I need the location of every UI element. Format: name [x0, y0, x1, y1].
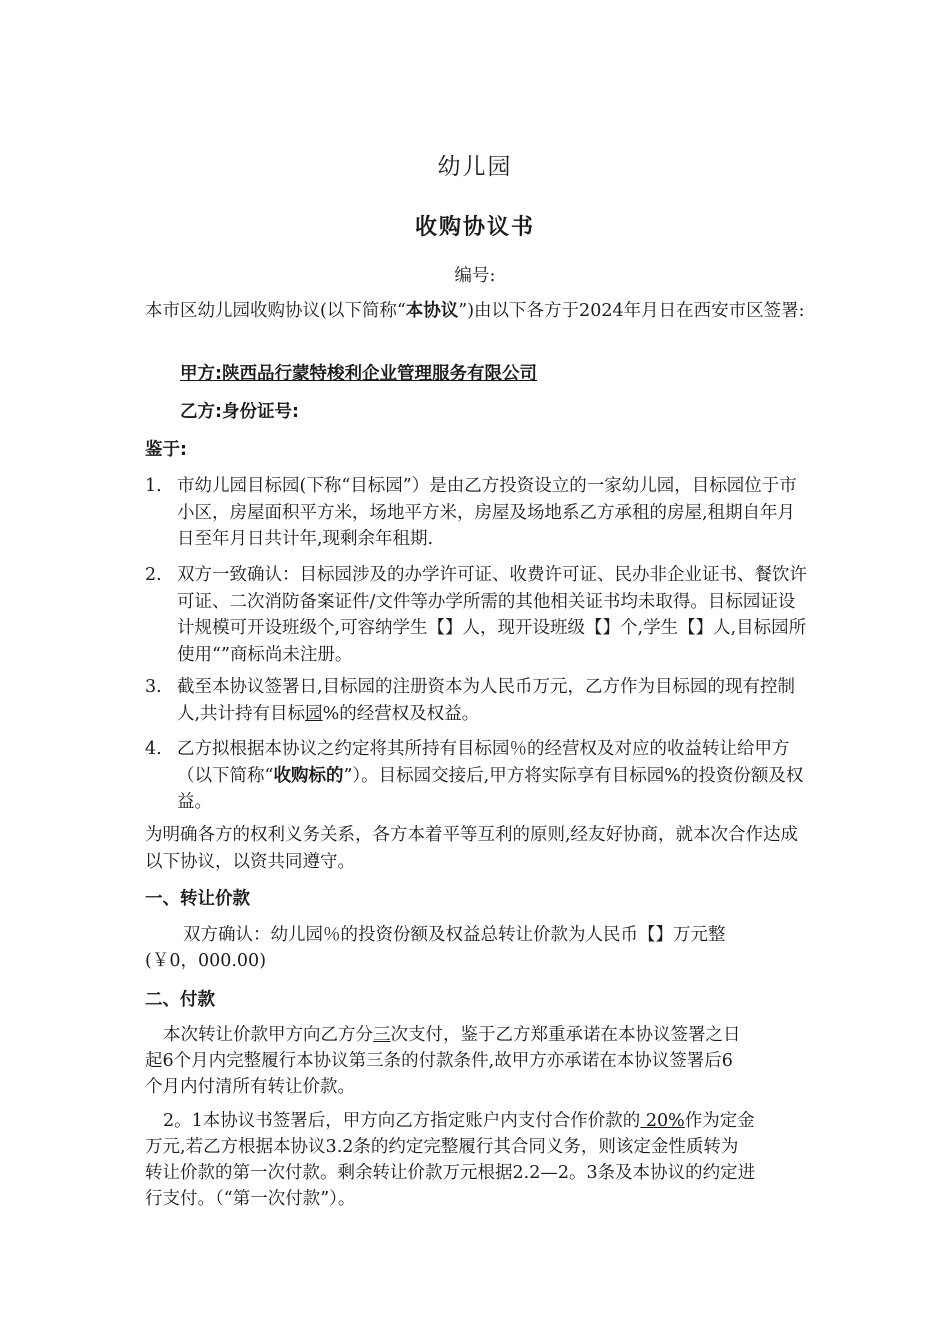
list-item-text: 市幼儿园目标园(下称“目标园”）是由乙方投资设立的一家幼儿园，目标园位于市小区，房屋面积平方米，场地平方米，房屋及场地系乙方承租的房屋,租期自年月日至年月日共计年,现剩余年租期. — [177, 476, 797, 549]
section-1-heading: 一、转让价款 — [145, 889, 250, 909]
purpose-paragraph: 为明确各方的权利义务关系，各方本着平等互利的原则,经友好协商，就本次合作达成以下协议，以资共同遵守。 — [145, 825, 799, 872]
list-item-text — [177, 736, 810, 816]
section-1-line-1: 双方确认：幼儿园％的投资份额及权益总转让价款为人民币【】万元整 — [183, 925, 726, 945]
document-title: 幼儿园 — [437, 154, 513, 180]
list-item-2 — [145, 562, 810, 668]
list-item-number: 4. — [145, 739, 162, 759]
list-item-3 — [145, 674, 810, 727]
section-2-p2-line-4: 行支付。（“第一次付款”）。 — [145, 1189, 356, 1209]
section-1-line-2: (￥0，000.00) — [145, 951, 267, 971]
list-item-text-pre: 截至本协议签署日,目标园的注册资本为人民币万元，乙方作为目标园的现有控制人,共计持有目标 — [177, 677, 796, 724]
section-2-p1-line-1 — [163, 1022, 741, 1049]
list-item-4 — [145, 736, 810, 816]
text-post: 作为定金 — [684, 1111, 755, 1131]
text-underlined: 20% — [640, 1111, 685, 1131]
whereas-label: 鉴于: — [145, 440, 187, 460]
list-item-number: 3. — [145, 677, 162, 697]
text-pre: 2。1本协议书签署后，甲方向乙方指定账户内支付合作价款的 — [163, 1111, 641, 1131]
list-item-text — [177, 674, 810, 727]
intro-paragraph — [145, 298, 810, 325]
intro-text-bold: 本协议 — [405, 301, 459, 321]
party-b: 乙方:身份证号: — [180, 402, 299, 422]
text-underlined: 三 — [373, 1025, 391, 1045]
intro-text-pre: 本市区幼儿园收购协议(以下简称“ — [145, 301, 406, 321]
section-2-p1-line-3: 个月内付清所有转让价款。 — [145, 1077, 355, 1097]
section-2-heading: 二、付款 — [145, 990, 215, 1010]
list-item-number: 2. — [145, 565, 162, 585]
document-number-label: 编号: — [454, 266, 496, 286]
section-2-p2-line-1 — [163, 1108, 755, 1135]
list-item-number: 1. — [145, 476, 162, 496]
list-item-text-post: %的经营权及权益。 — [322, 703, 480, 724]
text-pre: 本次转让价款甲方向乙方分 — [163, 1025, 373, 1045]
section-2-p1-line-2: 起6个月内完整履行本协议第三条的付款条件,故甲方亦承诺在本协议签署后6 — [145, 1051, 733, 1071]
party-a: 甲方:陕西品行蒙特梭利企业管理服务有限公司 — [180, 364, 537, 384]
list-item-1 — [145, 473, 810, 553]
list-item-text: 双方一致确认：目标园涉及的办学许可证、收费许可证、民办非企业证书、餐饮许可证、二次消防备案证件/文件等办学所需的其他相关证书均未取得。目标园证设计规模可开设班级个,可容纳学生【】人，现开设班级【】个,学生【】人,目标园所使用“”商标尚未注册。 — [177, 565, 807, 665]
section-2-p2-line-3: 转让价款的第一次付款。剩余转让价款万元根据2.2—2。3条及本协议的约定进 — [145, 1163, 756, 1183]
list-item-text-bold: 收购标的 — [273, 765, 344, 786]
list-item-text-underlined: 园 — [305, 703, 323, 724]
intro-text-post: ”)由以下各方于2024年月日在西安市区签署: — [458, 301, 805, 321]
list-item-text-pre: 乙方拟根据本协议之约定将其所持有目标园％的经营权及对应的收益转让给甲方（以下简称“ — [177, 739, 790, 786]
list-item-text-post: ”）。目标园交接后,甲方将实际享有目标园%的投资份额及权益。 — [177, 765, 804, 812]
document-subtitle: 收购协议书 — [414, 215, 535, 240]
section-2-p2-line-2: 万元,若乙方根据本协议3.2条的约定完整履行其合同义务，则该定金性质转为 — [145, 1137, 739, 1157]
text-post: 次支付，鉴于乙方郑重承诺在本协议签署之日 — [390, 1025, 741, 1045]
